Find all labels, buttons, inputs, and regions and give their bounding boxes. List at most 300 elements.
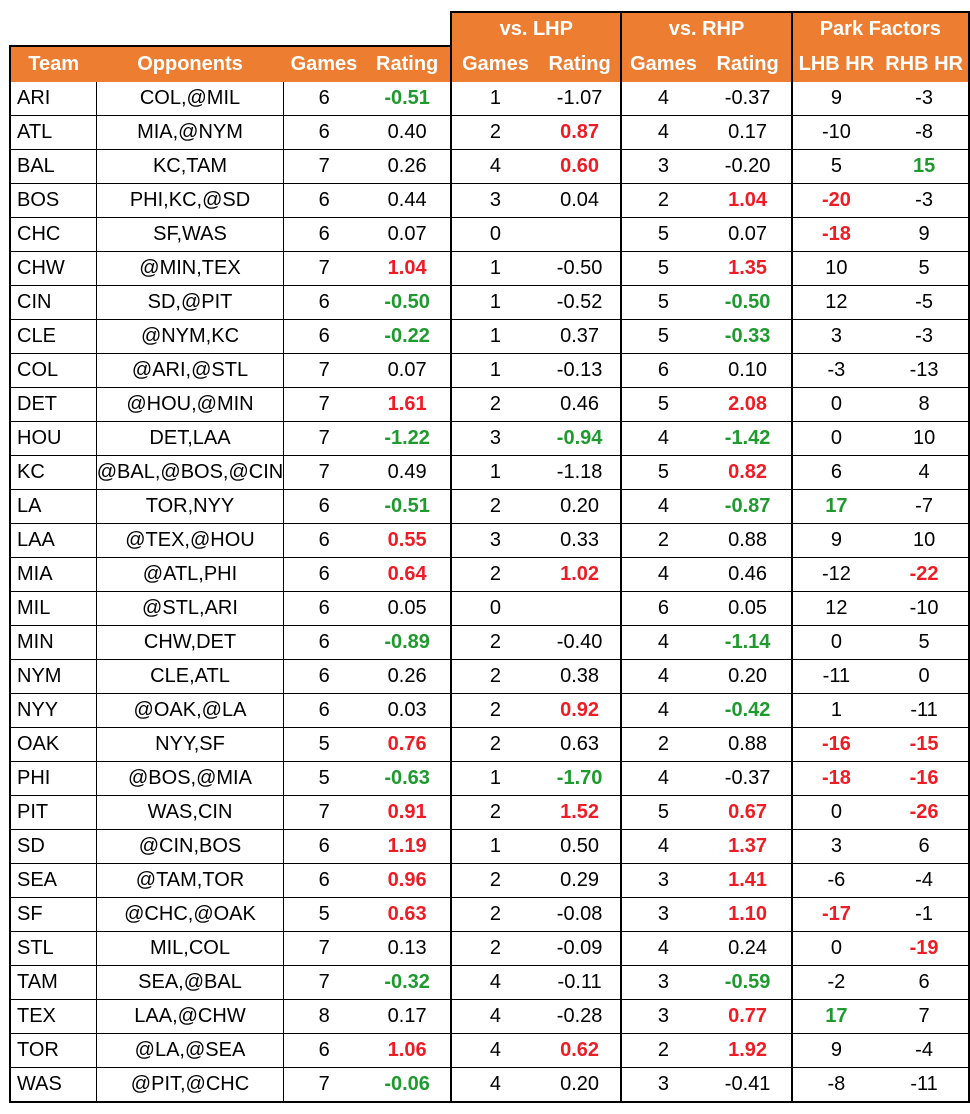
cell-rhb-hr: 4 [880, 456, 969, 490]
cell-opponents: @BOS,@MIA [96, 762, 284, 796]
cell-rhp-rating: -0.59 [705, 966, 792, 1000]
cell-games: 6 [284, 116, 364, 150]
table-row [10, 966, 969, 1000]
cell-rhp-games: 2 [621, 184, 704, 218]
cell-lhb-hr: 0 [792, 388, 881, 422]
cell-team: NYY [10, 694, 96, 728]
table-row [10, 728, 969, 762]
cell-games: 6 [284, 830, 364, 864]
cell-rhp-rating: 0.20 [705, 660, 792, 694]
cell-rating: 0.26 [364, 150, 451, 184]
cell-lhb-hr: 9 [792, 524, 881, 558]
cell-lhp-rating: 0.38 [539, 660, 622, 694]
cell-lhb-hr: 0 [792, 626, 881, 660]
cell-rating: 0.40 [364, 116, 451, 150]
column-header-rhb-hr: RHB HR [880, 46, 969, 82]
table-row [10, 388, 969, 422]
group-header-row [10, 12, 969, 46]
cell-rhp-games: 2 [621, 728, 704, 762]
table-row [10, 456, 969, 490]
cell-rhb-hr: -3 [880, 320, 969, 354]
cell-rhb-hr: -3 [880, 82, 969, 116]
cell-games: 6 [284, 82, 364, 116]
cell-rhb-hr: 6 [880, 966, 969, 1000]
cell-rhp-games: 4 [621, 626, 704, 660]
group-header-vs-rhp: vs. RHP [621, 12, 791, 46]
table-row [10, 524, 969, 558]
cell-rhb-hr: -16 [880, 762, 969, 796]
cell-rhp-games: 4 [621, 932, 704, 966]
cell-rhp-rating: 0.10 [705, 354, 792, 388]
column-header-team: Team [10, 46, 96, 82]
cell-team: HOU [10, 422, 96, 456]
cell-team: CHW [10, 252, 96, 286]
cell-lhp-rating: -0.50 [539, 252, 622, 286]
cell-opponents: COL,@MIL [96, 82, 284, 116]
cell-lhb-hr: 3 [792, 830, 881, 864]
cell-team: SEA [10, 864, 96, 898]
cell-lhb-hr: -2 [792, 966, 881, 1000]
cell-lhp-games: 0 [451, 218, 539, 252]
cell-lhb-hr: -18 [792, 762, 881, 796]
cell-opponents: MIA,@NYM [96, 116, 284, 150]
cell-games: 7 [284, 422, 364, 456]
cell-rating: -0.51 [364, 82, 451, 116]
cell-games: 6 [284, 524, 364, 558]
cell-rhb-hr: -19 [880, 932, 969, 966]
cell-lhp-games: 1 [451, 252, 539, 286]
cell-rhp-rating: -1.42 [705, 422, 792, 456]
cell-rating: 0.03 [364, 694, 451, 728]
cell-lhp-games: 2 [451, 728, 539, 762]
cell-lhp-rating: -0.11 [539, 966, 622, 1000]
cell-team: MIA [10, 558, 96, 592]
cell-rhb-hr: 10 [880, 422, 969, 456]
cell-rhp-games: 5 [621, 320, 704, 354]
cell-lhp-games: 2 [451, 490, 539, 524]
cell-rhp-games: 6 [621, 354, 704, 388]
cell-team: LAA [10, 524, 96, 558]
cell-rhp-games: 2 [621, 524, 704, 558]
cell-lhp-rating: 0.50 [539, 830, 622, 864]
cell-rhp-games: 4 [621, 558, 704, 592]
cell-rating: 0.96 [364, 864, 451, 898]
cell-games: 6 [284, 320, 364, 354]
cell-team: CIN [10, 286, 96, 320]
column-header-rhp-rating: Rating [705, 46, 792, 82]
cell-rhp-games: 4 [621, 82, 704, 116]
group-header-blank [10, 12, 451, 46]
cell-rhp-rating: -0.33 [705, 320, 792, 354]
cell-lhb-hr: 9 [792, 1034, 881, 1068]
table-row [10, 762, 969, 796]
cell-lhb-hr: -20 [792, 184, 881, 218]
schedule-ratings-sheet [9, 11, 970, 1103]
cell-opponents: @HOU,@MIN [96, 388, 284, 422]
cell-lhp-rating: 0.04 [539, 184, 622, 218]
cell-team: MIL [10, 592, 96, 626]
cell-rating: 0.26 [364, 660, 451, 694]
cell-rhp-rating: 0.17 [705, 116, 792, 150]
cell-rhb-hr: -3 [880, 184, 969, 218]
cell-team: TOR [10, 1034, 96, 1068]
cell-team: NYM [10, 660, 96, 694]
cell-rhb-hr: 6 [880, 830, 969, 864]
cell-lhb-hr: 12 [792, 286, 881, 320]
cell-games: 6 [284, 490, 364, 524]
cell-lhp-rating: 0.33 [539, 524, 622, 558]
cell-lhp-games: 1 [451, 354, 539, 388]
cell-rhp-games: 4 [621, 490, 704, 524]
cell-lhp-games: 1 [451, 762, 539, 796]
cell-games: 7 [284, 932, 364, 966]
cell-games: 6 [284, 218, 364, 252]
cell-games: 5 [284, 728, 364, 762]
cell-lhb-hr: 5 [792, 150, 881, 184]
cell-lhp-rating: 0.92 [539, 694, 622, 728]
cell-games: 6 [284, 558, 364, 592]
cell-lhp-rating: 0.87 [539, 116, 622, 150]
cell-lhb-hr: 3 [792, 320, 881, 354]
cell-rhb-hr: -13 [880, 354, 969, 388]
cell-opponents: CLE,ATL [96, 660, 284, 694]
cell-rating: 0.49 [364, 456, 451, 490]
cell-team: LA [10, 490, 96, 524]
cell-rating: -1.22 [364, 422, 451, 456]
table-row [10, 830, 969, 864]
cell-lhb-hr: 0 [792, 796, 881, 830]
cell-opponents: @OAK,@LA [96, 694, 284, 728]
cell-lhp-games: 3 [451, 184, 539, 218]
cell-games: 7 [284, 966, 364, 1000]
cell-opponents: @TAM,TOR [96, 864, 284, 898]
column-header-lhp-rating: Rating [539, 46, 622, 82]
cell-lhb-hr: 10 [792, 252, 881, 286]
cell-rhb-hr: -22 [880, 558, 969, 592]
cell-opponents: @BAL,@BOS,@CIN [96, 456, 284, 490]
cell-rhp-games: 3 [621, 150, 704, 184]
cell-opponents: CHW,DET [96, 626, 284, 660]
cell-lhp-rating [539, 218, 622, 252]
table-row [10, 286, 969, 320]
cell-lhp-games: 1 [451, 286, 539, 320]
cell-opponents: @TEX,@HOU [96, 524, 284, 558]
cell-opponents: SEA,@BAL [96, 966, 284, 1000]
cell-rating: 0.17 [364, 1000, 451, 1034]
cell-opponents: NYY,SF [96, 728, 284, 762]
cell-lhb-hr: 17 [792, 490, 881, 524]
cell-rhp-rating: -0.20 [705, 150, 792, 184]
cell-team: BAL [10, 150, 96, 184]
cell-opponents: WAS,CIN [96, 796, 284, 830]
cell-lhp-games: 2 [451, 558, 539, 592]
cell-rhb-hr: 7 [880, 1000, 969, 1034]
cell-rating: 0.13 [364, 932, 451, 966]
table-row [10, 796, 969, 830]
table-row [10, 252, 969, 286]
cell-opponents: SD,@PIT [96, 286, 284, 320]
group-header-park-factors: Park Factors [792, 12, 969, 46]
cell-rhp-rating: -0.42 [705, 694, 792, 728]
column-header-row [10, 46, 969, 82]
cell-rating: 0.63 [364, 898, 451, 932]
cell-rating: 0.55 [364, 524, 451, 558]
cell-rhb-hr: -10 [880, 592, 969, 626]
table-row [10, 320, 969, 354]
cell-rhp-games: 5 [621, 796, 704, 830]
cell-lhb-hr: -6 [792, 864, 881, 898]
cell-rating: 1.61 [364, 388, 451, 422]
cell-team: WAS [10, 1068, 96, 1103]
cell-lhp-games: 4 [451, 1068, 539, 1103]
cell-rhb-hr: -11 [880, 694, 969, 728]
cell-lhp-games: 2 [451, 660, 539, 694]
cell-games: 8 [284, 1000, 364, 1034]
cell-team: CLE [10, 320, 96, 354]
cell-opponents: SF,WAS [96, 218, 284, 252]
cell-lhb-hr: 0 [792, 932, 881, 966]
cell-rhp-games: 3 [621, 898, 704, 932]
cell-rhp-games: 3 [621, 1000, 704, 1034]
cell-rhb-hr: -8 [880, 116, 969, 150]
cell-lhp-games: 2 [451, 116, 539, 150]
cell-games: 6 [284, 864, 364, 898]
cell-lhp-games: 2 [451, 864, 539, 898]
cell-rhp-rating: -0.41 [705, 1068, 792, 1103]
cell-rhb-hr: -15 [880, 728, 969, 762]
cell-rhp-games: 5 [621, 252, 704, 286]
cell-rhp-rating: 1.10 [705, 898, 792, 932]
cell-opponents: MIL,COL [96, 932, 284, 966]
cell-rating: -0.32 [364, 966, 451, 1000]
cell-rhp-rating: 0.77 [705, 1000, 792, 1034]
cell-team: SD [10, 830, 96, 864]
cell-games: 7 [284, 1068, 364, 1103]
table-body [10, 82, 969, 1102]
cell-rhp-games: 3 [621, 1068, 704, 1103]
cell-lhp-games: 2 [451, 694, 539, 728]
cell-rhp-rating: 0.88 [705, 728, 792, 762]
cell-games: 7 [284, 150, 364, 184]
cell-opponents: KC,TAM [96, 150, 284, 184]
cell-rhb-hr: 5 [880, 626, 969, 660]
cell-opponents: @NYM,KC [96, 320, 284, 354]
cell-rating: 0.07 [364, 218, 451, 252]
cell-rhp-rating: -0.37 [705, 762, 792, 796]
cell-lhp-rating: -0.09 [539, 932, 622, 966]
cell-opponents: @CIN,BOS [96, 830, 284, 864]
cell-team: STL [10, 932, 96, 966]
table-row [10, 150, 969, 184]
cell-lhp-games: 2 [451, 626, 539, 660]
cell-rating: 1.19 [364, 830, 451, 864]
cell-lhp-rating: -0.94 [539, 422, 622, 456]
cell-games: 6 [284, 694, 364, 728]
cell-team: KC [10, 456, 96, 490]
column-header-rhp-games: Games [621, 46, 704, 82]
cell-rhp-rating: 0.82 [705, 456, 792, 490]
cell-opponents: @ATL,PHI [96, 558, 284, 592]
cell-games: 6 [284, 660, 364, 694]
cell-rhb-hr: -5 [880, 286, 969, 320]
cell-lhp-rating: -0.40 [539, 626, 622, 660]
cell-lhp-rating: -1.70 [539, 762, 622, 796]
cell-lhb-hr: 0 [792, 422, 881, 456]
cell-team: OAK [10, 728, 96, 762]
cell-rhp-rating: -0.87 [705, 490, 792, 524]
cell-lhb-hr: -18 [792, 218, 881, 252]
cell-lhp-games: 2 [451, 932, 539, 966]
cell-rhb-hr: 5 [880, 252, 969, 286]
cell-lhp-games: 1 [451, 320, 539, 354]
cell-lhb-hr: 12 [792, 592, 881, 626]
cell-team: COL [10, 354, 96, 388]
table-row [10, 1068, 969, 1103]
cell-lhb-hr: -10 [792, 116, 881, 150]
cell-lhb-hr: 9 [792, 82, 881, 116]
cell-rhb-hr: 9 [880, 218, 969, 252]
cell-rhb-hr: -11 [880, 1068, 969, 1103]
table-row [10, 116, 969, 150]
cell-lhp-games: 0 [451, 592, 539, 626]
table-row [10, 898, 969, 932]
cell-rhp-rating: 1.92 [705, 1034, 792, 1068]
cell-lhp-rating: 0.60 [539, 150, 622, 184]
cell-lhp-rating: 1.52 [539, 796, 622, 830]
cell-rating: -0.51 [364, 490, 451, 524]
table-row [10, 82, 969, 116]
cell-rating: 0.07 [364, 354, 451, 388]
cell-lhp-games: 1 [451, 456, 539, 490]
cell-lhp-rating: 0.46 [539, 388, 622, 422]
cell-lhp-rating: 0.20 [539, 1068, 622, 1103]
cell-rhb-hr: -4 [880, 1034, 969, 1068]
cell-rhb-hr: -4 [880, 864, 969, 898]
cell-lhp-games: 1 [451, 82, 539, 116]
cell-lhp-games: 2 [451, 388, 539, 422]
cell-lhb-hr: -11 [792, 660, 881, 694]
cell-rhp-rating: -0.37 [705, 82, 792, 116]
cell-lhp-rating: 0.37 [539, 320, 622, 354]
table-row [10, 218, 969, 252]
table-row [10, 184, 969, 218]
cell-rating: 0.05 [364, 592, 451, 626]
cell-rhp-rating: 0.46 [705, 558, 792, 592]
column-header-rating: Rating [364, 46, 451, 82]
table-row [10, 1034, 969, 1068]
cell-lhp-games: 3 [451, 524, 539, 558]
cell-opponents: TOR,NYY [96, 490, 284, 524]
cell-team: PHI [10, 762, 96, 796]
cell-rhp-games: 4 [621, 830, 704, 864]
cell-team: TAM [10, 966, 96, 1000]
cell-lhb-hr: 1 [792, 694, 881, 728]
cell-team: ATL [10, 116, 96, 150]
cell-lhb-hr: 17 [792, 1000, 881, 1034]
cell-lhp-games: 1 [451, 830, 539, 864]
cell-rating: 0.44 [364, 184, 451, 218]
cell-opponents: DET,LAA [96, 422, 284, 456]
cell-games: 6 [284, 626, 364, 660]
cell-opponents: @LA,@SEA [96, 1034, 284, 1068]
cell-games: 7 [284, 388, 364, 422]
cell-lhp-rating: 0.29 [539, 864, 622, 898]
cell-rhp-games: 2 [621, 1034, 704, 1068]
cell-rating: 0.64 [364, 558, 451, 592]
cell-rhp-rating: 1.35 [705, 252, 792, 286]
cell-team: MIN [10, 626, 96, 660]
cell-rhb-hr: 15 [880, 150, 969, 184]
table-row [10, 694, 969, 728]
cell-opponents: @ARI,@STL [96, 354, 284, 388]
cell-rhp-games: 5 [621, 456, 704, 490]
cell-rating: -0.50 [364, 286, 451, 320]
cell-lhp-games: 3 [451, 422, 539, 456]
cell-team: ARI [10, 82, 96, 116]
cell-rhp-rating: 0.24 [705, 932, 792, 966]
cell-lhp-games: 4 [451, 150, 539, 184]
cell-rhp-games: 5 [621, 388, 704, 422]
cell-rhp-games: 4 [621, 116, 704, 150]
cell-opponents: @PIT,@CHC [96, 1068, 284, 1103]
cell-lhp-rating: -1.18 [539, 456, 622, 490]
cell-rating: 1.04 [364, 252, 451, 286]
cell-lhp-rating: -0.52 [539, 286, 622, 320]
cell-lhp-games: 2 [451, 796, 539, 830]
cell-rhp-games: 5 [621, 218, 704, 252]
cell-lhb-hr: -17 [792, 898, 881, 932]
cell-lhp-rating [539, 592, 622, 626]
cell-rhp-games: 6 [621, 592, 704, 626]
cell-rhp-games: 4 [621, 762, 704, 796]
cell-games: 7 [284, 456, 364, 490]
column-header-lhb-hr: LHB HR [792, 46, 881, 82]
cell-rhp-rating: 0.07 [705, 218, 792, 252]
cell-team: TEX [10, 1000, 96, 1034]
cell-rhp-rating: -1.14 [705, 626, 792, 660]
cell-games: 7 [284, 354, 364, 388]
table-row [10, 626, 969, 660]
cell-lhp-rating: -0.08 [539, 898, 622, 932]
cell-opponents: @STL,ARI [96, 592, 284, 626]
cell-games: 6 [284, 1034, 364, 1068]
cell-rhb-hr: 0 [880, 660, 969, 694]
cell-games: 7 [284, 796, 364, 830]
table-row [10, 1000, 969, 1034]
cell-rhp-games: 4 [621, 422, 704, 456]
cell-rhp-games: 4 [621, 694, 704, 728]
column-header-games: Games [284, 46, 364, 82]
cell-games: 5 [284, 762, 364, 796]
cell-lhp-games: 4 [451, 1000, 539, 1034]
ratings-table [9, 11, 970, 1103]
column-header-lhp-games: Games [451, 46, 539, 82]
cell-lhb-hr: 6 [792, 456, 881, 490]
table-row [10, 592, 969, 626]
cell-games: 6 [284, 184, 364, 218]
cell-rhb-hr: 8 [880, 388, 969, 422]
cell-lhp-games: 4 [451, 1034, 539, 1068]
cell-rhp-rating: 1.41 [705, 864, 792, 898]
table-row [10, 422, 969, 456]
cell-rating: 0.76 [364, 728, 451, 762]
cell-rating: -0.06 [364, 1068, 451, 1103]
cell-lhp-rating: 0.63 [539, 728, 622, 762]
cell-lhp-rating: -0.13 [539, 354, 622, 388]
cell-rhp-rating: 0.67 [705, 796, 792, 830]
cell-rating: 0.91 [364, 796, 451, 830]
cell-rhp-rating: 0.88 [705, 524, 792, 558]
